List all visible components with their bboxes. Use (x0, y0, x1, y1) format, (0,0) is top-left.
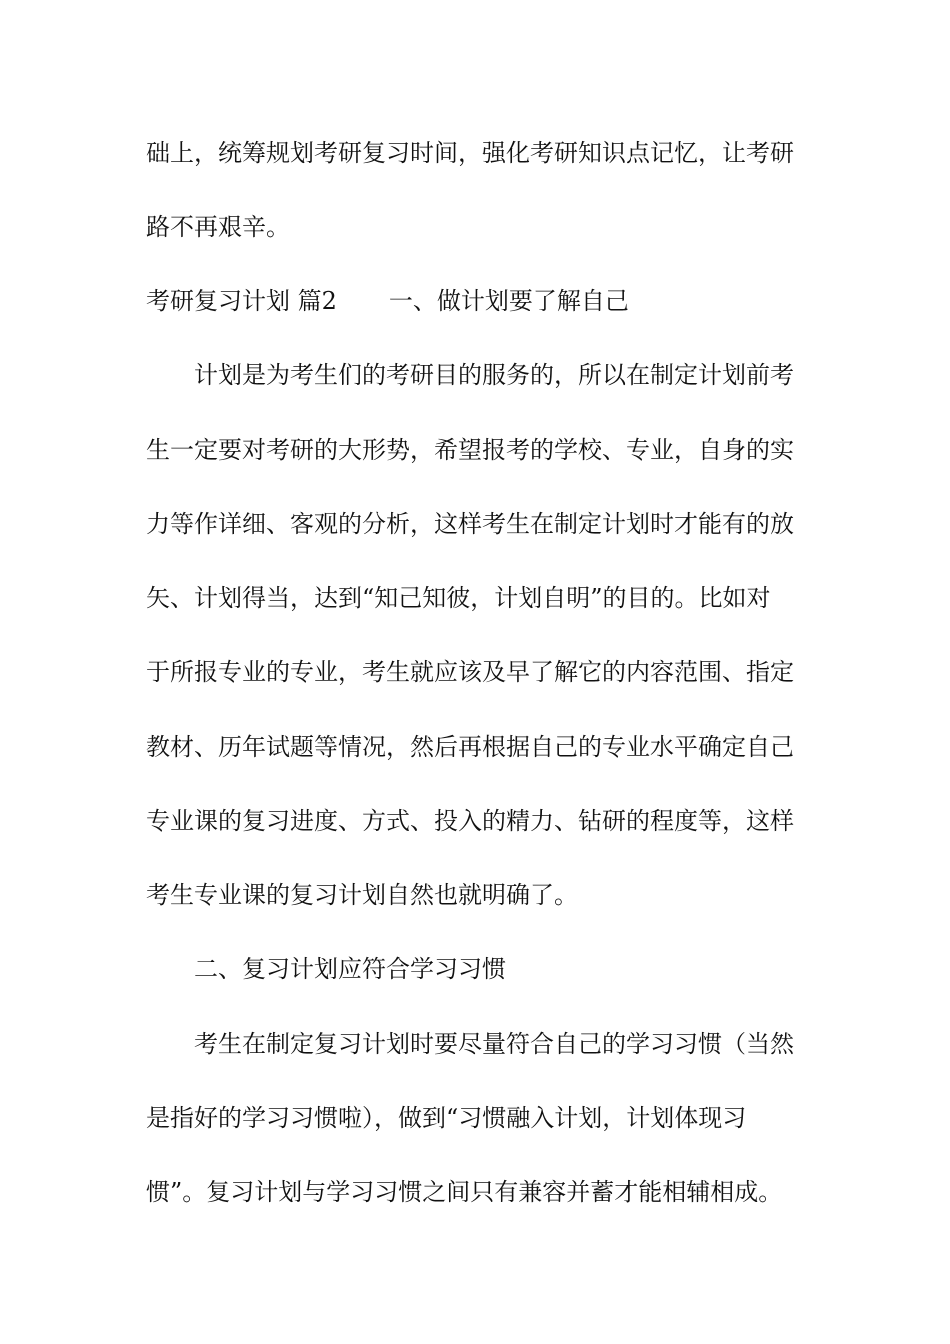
paragraph-line: 础上，统筹规划考研复习时间，强化考研知识点记忆，让考研 (146, 139, 794, 167)
subheading-line: 二、复习计划应符合学习习惯 (194, 955, 506, 983)
paragraph-line: 计划是为考生们的考研目的服务的，所以在制定计划前考 (194, 361, 794, 389)
paragraph-line: 专业课的复习进度、方式、投入的精力、钻研的程度等，这样 (146, 807, 794, 835)
paragraph-line: 惯”。复习计划与学习习惯之间只有兼容并蓄才能相辅相成。 (146, 1178, 783, 1206)
section-subtitle: 一、做计划要了解自己 (388, 287, 629, 315)
paragraph-line: 是指好的学习习惯啦），做到“习惯融入计划，计划体现习 (146, 1104, 747, 1132)
section-heading (146, 285, 826, 317)
paragraph-line: 于所报专业的专业，考生就应该及早了解它的内容范围、指定 (146, 658, 794, 686)
paragraph-line: 力等作详细、客观的分析，这样考生在制定计划时才能有的放 (146, 510, 794, 538)
paragraph-line: 考生专业课的复习计划自然也就明确了。 (146, 881, 578, 909)
paragraph-line: 考生在制定复习计划时要尽量符合自己的学习习惯（当然 (194, 1030, 794, 1058)
paragraph-line: 生一定要对考研的大形势，希望报考的学校、专业，自身的实 (146, 436, 794, 464)
paragraph-line: 教材、历年试题等情况，然后再根据自己的专业水平确定自己 (146, 733, 794, 761)
section-title: 考研复习计划 篇2 (146, 287, 337, 315)
paragraph-line: 矢、计划得当，达到“知己知彼，计划自明”的目的。比如对 (146, 584, 771, 612)
paragraph-line: 路不再艰辛。 (146, 213, 290, 241)
